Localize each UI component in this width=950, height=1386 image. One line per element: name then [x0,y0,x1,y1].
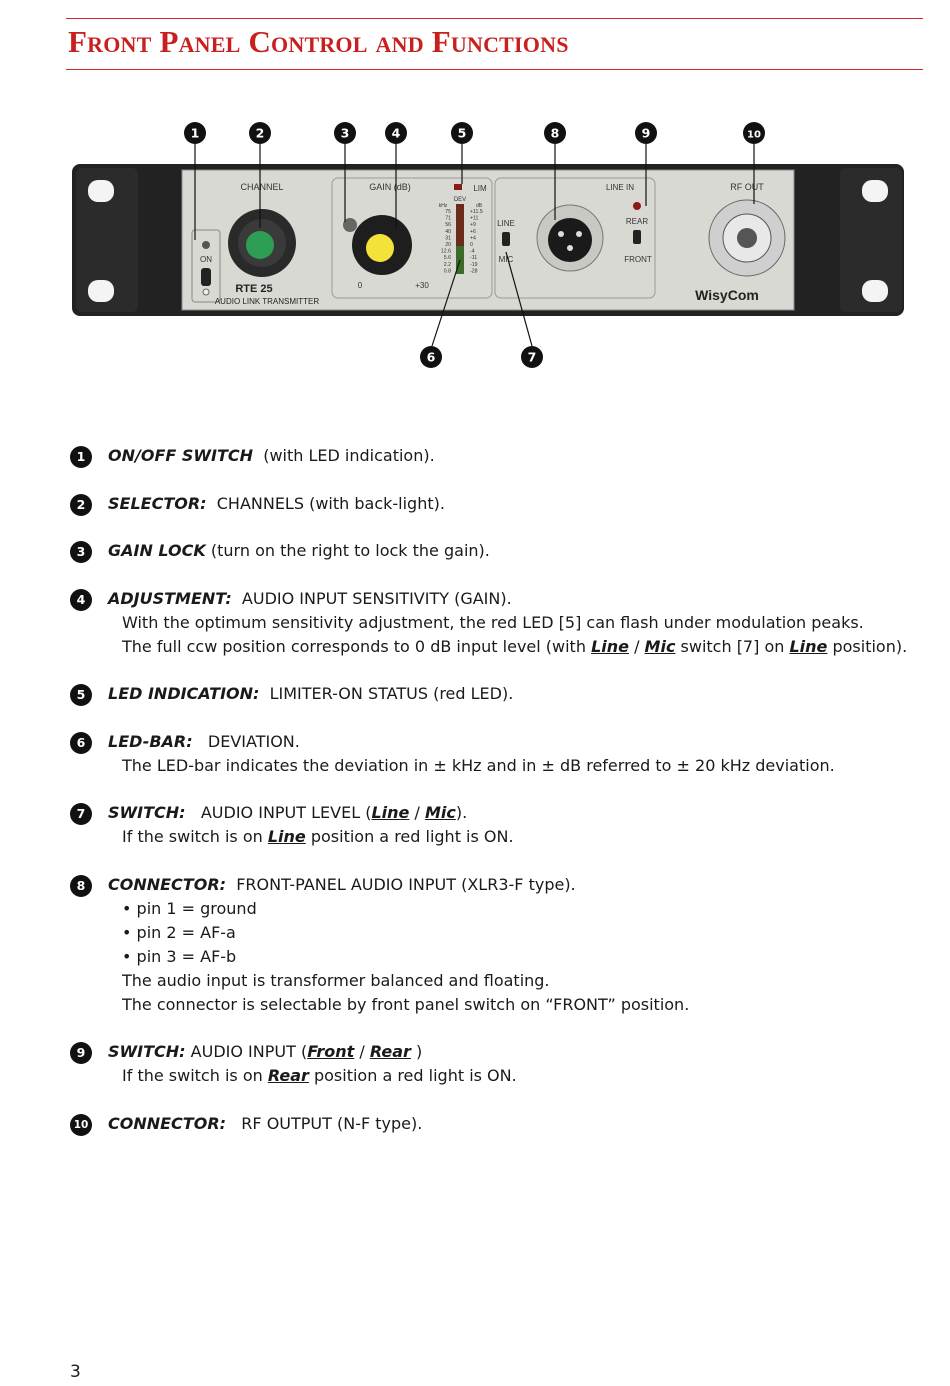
callout-3 [334,122,356,144]
page-number: 3 [70,1362,81,1382]
item-detail: If the switch is on Rear position a red light is ON. [122,1066,517,1085]
db-tick: -4 [470,248,475,255]
db-tick: +11.5 [470,209,483,215]
model-sublabel: AUDIO LINK TRANSMITTER [214,297,320,306]
list-item-10 [70,1112,930,1136]
item-text: DEVIATION. [207,731,300,751]
item-label: ADJUSTMENT: [108,588,232,608]
khz-tick: 5.6 [443,255,451,262]
lim-label: LIM [473,184,487,193]
model-label: RTE 25 [235,283,273,295]
item-text: (with LED indication). [263,446,435,465]
db-tick: -19 [470,261,478,268]
line-mic-switch [502,232,510,246]
item-detail: With the optimum sensitivity adjustment, the red LED [5] can flash under modulation peaks. [122,612,864,632]
callout-6 [420,346,442,368]
db-tick: +11 [470,215,479,222]
xlr-pin-1 [558,231,564,237]
khz-tick: 2.2 [443,261,451,268]
db-tick: +9 [470,222,476,229]
db-label: dB [475,203,483,209]
channel-knob-button [246,231,274,259]
ear-slot-left-top [88,180,114,202]
svg-text:5: 5 [457,125,467,141]
item-detail: The full ccw position corresponds to 0 dB input level (with Line / Mic switch [7] on Line position). [122,636,908,656]
list-item-7: 7 SWITCH: AUDIO INPUT LEVEL (Line / Mic). If the switch is on Line position a red light is ON. [70,801,930,849]
bullet-item: • pin 1 = ground [122,898,257,918]
number-badge: 2 [70,494,92,516]
svg-text:1: 1 [190,125,200,141]
callouts-top [184,122,765,144]
khz-tick: 0.8 [443,268,451,275]
item-label: LED-BAR: [108,731,193,751]
item-text: CHANNELS (with back-light). [216,493,445,513]
callout-5 [451,122,473,144]
list-item-6 [70,730,930,778]
list-item-2 [70,492,930,516]
gain-knob-cap [366,234,394,262]
rear-label: REAR [625,217,649,226]
item-text: FRONT-PANEL AUDIO INPUT (XLR3-F type). [236,874,576,894]
bullet-item: • pin 3 = AF-b [122,946,237,966]
item-text: (turn on the right to lock the gain). [210,541,490,560]
power-screw [203,289,209,295]
callout-10 [743,122,765,144]
item-label: LED INDICATION: [108,684,260,703]
header-rule-top [66,18,923,19]
power-led [202,241,210,249]
dev-label: DEV [453,197,467,203]
power-toggle [201,268,211,286]
db-tick: -11 [470,255,478,262]
front-panel-figure [62,110,922,380]
number-badge: 7 [70,803,92,825]
rf-out-label: RF OUT [730,182,764,192]
xlr-connector-face [548,218,592,262]
callout-1 [184,122,206,144]
khz-tick: 56 [445,222,451,229]
function-list [70,444,930,1159]
number-badge: 3 [70,541,92,563]
item-label: ON/OFF SWITCH [108,446,254,465]
item-label: SELECTOR: [108,493,207,513]
svg-text:7: 7 [527,349,537,365]
db-tick: +6 [470,228,476,235]
db-tick: 0 [470,242,473,248]
number-badge: 8 [70,875,92,897]
item-detail: The connector is selectable by front panel switch on “FRONT” position. [122,994,690,1014]
xlr-pin-3 [567,245,573,251]
callouts-bottom [420,346,543,368]
list-item-3 [70,539,930,563]
item-text: RF OUTPUT (N-F type). [241,1113,423,1133]
item-label: SWITCH: [108,1042,186,1061]
list-item-5 [70,682,930,706]
number-badge: 5 [70,684,92,706]
khz-tick: 20 [445,242,451,248]
list-item-1 [70,444,930,468]
svg-text:3: 3 [340,125,350,141]
item-text: LIMITER-ON STATUS (red LED). [269,684,514,703]
khz-tick: 71 [445,215,451,222]
callout-7 [521,346,543,368]
list-item-8 [70,873,930,1017]
bullet-item: • pin 2 = AF-a [122,922,236,942]
ear-slot-left-bottom [88,280,114,302]
item-label: CONNECTOR: [108,874,227,894]
number-badge: 4 [70,589,92,611]
khz-tick: 75 [445,209,451,215]
item-text: AUDIO INPUT SENSITIVITY (GAIN). [241,588,512,608]
gain-max-label: +30 [415,281,429,290]
callout-9 [635,122,657,144]
callout-4 [385,122,407,144]
mic-label: MIC [498,255,514,264]
ear-slot-right-top [862,180,888,202]
db-tick: -28 [470,268,478,275]
callout-8 [544,122,566,144]
header-rule-bottom [66,69,923,70]
number-badge: 1 [70,446,92,468]
on-label: ON [200,255,212,264]
svg-text:10: 10 [747,129,761,141]
svg-text:6: 6 [426,349,436,365]
svg-text:9: 9 [641,125,651,141]
line-label: LINE [497,219,515,228]
front-rear-switch [633,230,641,244]
rear-led [633,202,641,210]
lim-led [454,184,462,190]
list-item-4 [70,587,930,659]
khz-label: kHz [438,203,448,209]
svg-text:8: 8 [550,125,560,141]
number-badge: 10 [70,1114,92,1136]
number-badge: 6 [70,732,92,754]
item-detail: The audio input is transformer balanced and floating. [122,970,550,990]
item-detail: If the switch is on Line position a red light is ON. [122,827,514,846]
line-in-label: LINE IN [605,183,635,192]
brand-logo: WisyCom [695,287,759,303]
list-item-9: 9 SWITCH: AUDIO INPUT (Front / Rear ) If the switch is on Rear position a red light is ON. [70,1040,930,1088]
item-label: SWITCH: [108,803,186,822]
gain-label: GAIN (dB) [369,182,411,192]
khz-tick: 12.6 [440,248,451,255]
svg-text:4: 4 [391,125,401,141]
khz-tick: 31 [445,235,451,242]
svg-text:2: 2 [255,125,265,141]
channel-label: CHANNEL [240,182,284,192]
callout-2 [249,122,271,144]
item-label: GAIN LOCK [108,541,206,560]
page-title: Front Panel Control and Functions [68,24,569,59]
xlr-pin-2 [576,231,582,237]
item-detail: The LED-bar indicates the deviation in ± kHz and in ± dB referred to ± 20 kHz deviation. [122,755,835,775]
front-label: FRONT [624,255,652,264]
khz-tick: 40 [445,228,451,235]
ear-slot-right-bottom [862,280,888,302]
number-badge: 9 [70,1042,92,1064]
rf-connector-inner [737,228,757,248]
db-tick: +4 [470,235,476,242]
gain-min-label: 0 [357,281,363,290]
item-label: CONNECTOR: [108,1113,227,1133]
